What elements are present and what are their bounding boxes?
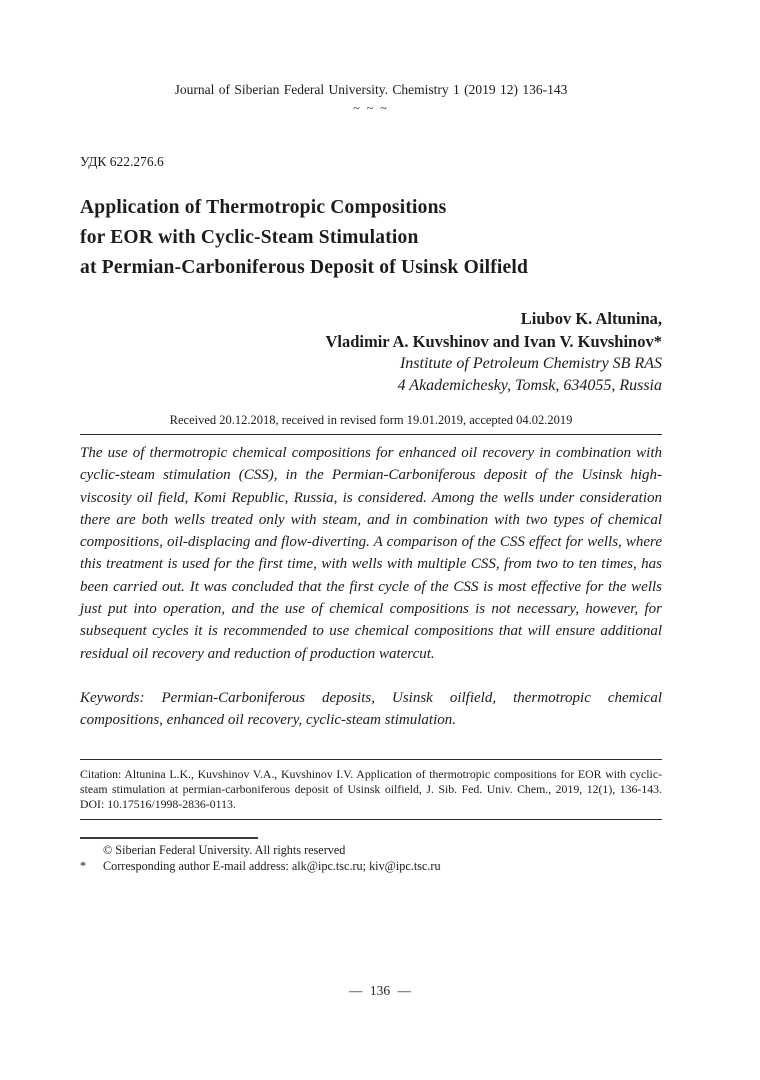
abstract-top-rule [80,434,662,435]
udc-code: УДК 622.276.6 [80,154,164,169]
citation-bottom-rule [80,819,662,820]
copyright-footnote [80,843,662,859]
journal-header: Journal of Siberian Federal University. Chemistry 1 (2019 12) 136-143 [174,82,568,97]
paper-title-line-1: Application of Thermotropic Compositions [80,197,447,218]
asterisk-marker: * [80,858,87,873]
corresponding-author-footnote [80,859,662,875]
author-name-2: Vladimir A. Kuvshinov and Ivan V. Kuvshinov* [325,332,662,351]
author-name-1: Liubov K. Altunina, [520,309,662,328]
paper-title [80,193,662,283]
tilde-separator: ~ ~ ~ [353,101,389,115]
citation-top-rule [80,759,662,760]
text-column [80,0,662,874]
footnote-rule [80,837,258,839]
paper-title-line-3: at Permian-Carboniferous Deposit of Usinsk Oilfield [80,257,529,278]
keywords-text: Keywords: Permian-Carboniferous deposits, Usinsk oilfield, thermotropic chemical compositions, enhanced oil recovery, cyclic-steam stimulation. [80,689,662,729]
citation-text: Citation: Altunina L.K., Kuvshinov V.A., Kuvshinov I.V. Application of thermotropic compositions for EOR with cyclic-steam stimulation at permian-carboniferous deposit of Usinsk oilfield, J. Sib. Fed. Univ. Chem., 2019, 12(1), 136-143. DOI: 10.17516/1998-2836-0113. [80,766,662,811]
page-number: — 136 — [349,983,411,998]
copyright-text: © Siberian Federal University. All rights reserved [103,843,346,858]
footnotes-block [80,843,662,874]
received-dates: Received 20.12.2018, received in revised form 19.01.2019, accepted 04.02.2019 [169,413,573,427]
paper-title-line-2: for EOR with Cyclic-Steam Stimulation [80,227,419,248]
author-affiliation: Institute of Petroleum Chemistry SB RAS [399,355,662,372]
corresponding-author-text: Corresponding author E-mail address: alk@ipc.tsc.ru; kiv@ipc.tsc.ru [103,858,441,873]
authors-block [80,307,662,397]
abstract-text: The use of thermotropic chemical compositions for enhanced oil recovery in combination with cyclic-steam stimulation (CSS), in the Permian-Carboniferous deposit of the Usinsk high-viscosity oil field, Komi Republic, Russia, is considered. Among the wells under consideration there are both wells treated only with steam, and in combination with two types of chemical compositions, oil-displacing and flow-diverting. A comparison of the CSS effect for wells, where this treatment is used for the first time, with wells with multiple CSS, from two to ten times, has been carried out. It was concluded that the first cycle of the CSS is most effective for the wells just put into operation, and the use of chemical compositions is not necessary, however, for subsequent cycles it is recommended to use chemical compositions that will ensure additional residual oil recovery and reduction of production watercut. [80,445,662,662]
author-address: 4 Akademichesky, Tomsk, 634055, Russia [397,377,662,394]
